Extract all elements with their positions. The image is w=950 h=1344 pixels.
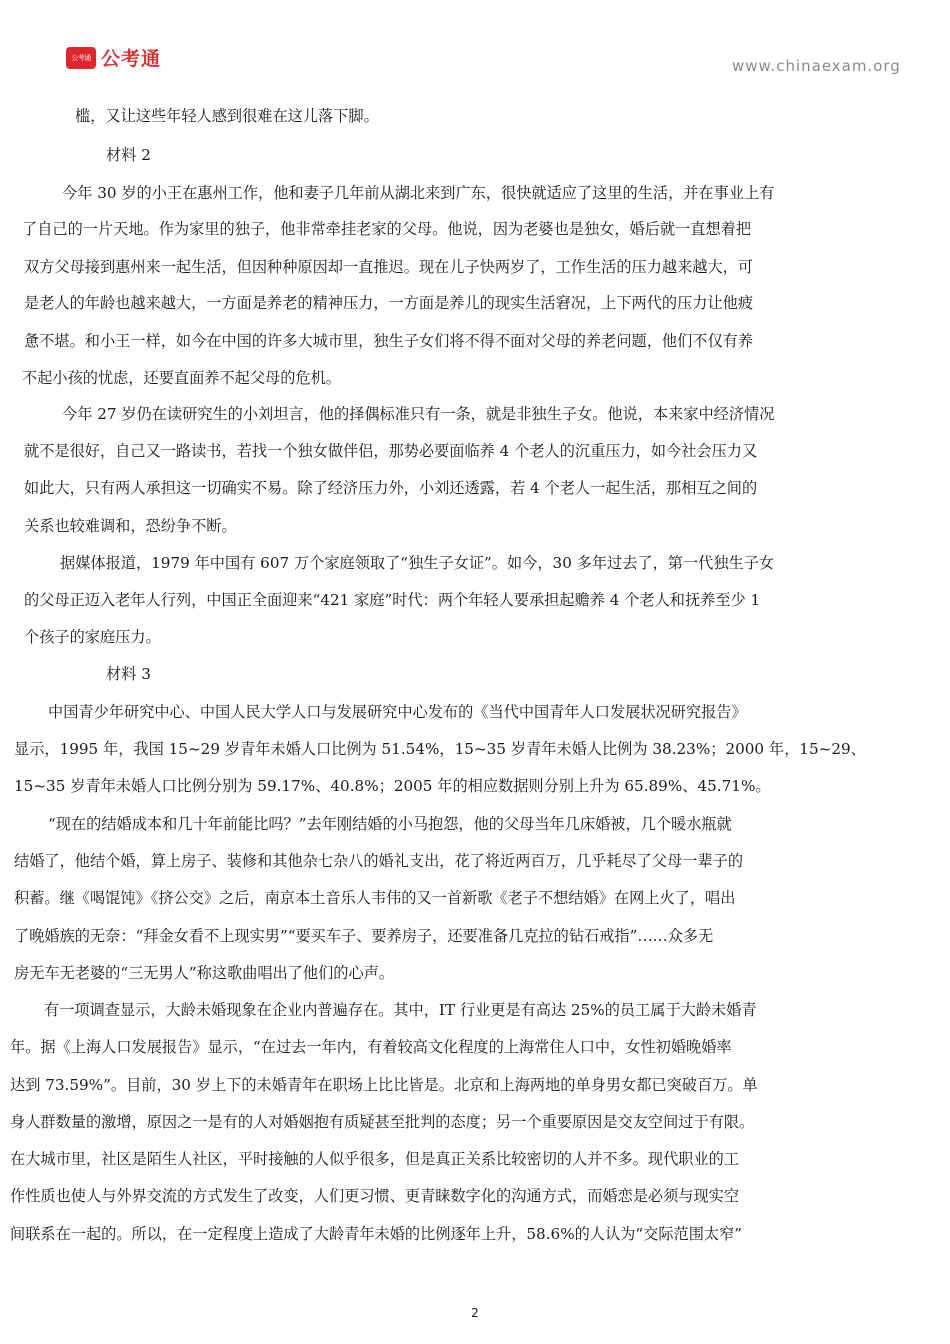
text-line: 如此大，只有两人承担这一切确实不易。除了经济压力外，小刘还透露，若 4 个老人一起生活，那相互之间的: [24, 479, 758, 497]
site-url: www.chinaexam.org: [732, 57, 901, 75]
text-line: 在大城市里，社区是陌生人社区，平时接触的人似乎很多，但是真正关系比较密切的人并不多。现代职业的工: [10, 1150, 739, 1168]
text-line: 显示，1995 年，我国 15~29 岁青年未婚人口比例为 51.54%，15~35 岁青年未婚人比例为 38.23%；2000 年，15~29、: [14, 740, 866, 758]
section-heading: 材料 3: [106, 665, 151, 683]
text-line: 15~35 岁青年未婚人口比例分别为 59.17%、40.8%；2005 年的相应数据则分别上升为 65.89%、45.71%。: [14, 777, 771, 795]
text-line: 年。据《上海人口发展报告》显示，“在过去一年内，有着较高文化程度的上海常住人口中，女性初婚晚婚率: [10, 1038, 732, 1056]
text-line: 个孩子的家庭压力。: [24, 628, 161, 646]
text-line: 中国青少年研究中心、中国人民大学人口与发展研究中心发布的《当代中国青年人口发展状况研究报告》: [48, 703, 747, 721]
text-line: 就不是很好，自己又一路读书，若找一个独女做伴侣，那势必要面临养 4 个老人的沉重压力，如今社会压力又: [24, 442, 758, 460]
text-line: 积蓄。继《喝馄饨》《挤公交》之后，南京本土音乐人韦伟的又一首新歌《老子不想结婚》在网上火了，唱出: [14, 889, 736, 907]
text-line: 槛，又让这些年轻人感到很难在这儿落下脚。: [75, 107, 379, 125]
text-line: 惫不堪。和小王一样，如今在中国的许多大城市里，独生子女们将不得不面对父母的养老问题，他们不仅有养: [24, 332, 753, 350]
page-number: 2: [471, 1306, 479, 1320]
text-line: 双方父母接到惠州来一起生活，但因种种原因却一直推迟。现在儿子快两岁了，工作生活的压力越来越大，可: [24, 258, 753, 276]
text-line: 的父母正迈入老年人行列，中国正全面迎来“421 家庭”时代：两个年轻人要承担起赡养 4 个老人和抚养至少 1: [24, 591, 761, 609]
text-line: 达到 73.59%”。目前，30 岁上下的未婚青年在职场上比比皆是。北京和上海两地的单身男女都已突破百万。单: [10, 1076, 758, 1094]
text-line: “现在的结婚成本和几十年前能比吗？”去年刚结婚的小马抱怨，他的父母当年几床婚被，几个暖水瓶就: [48, 815, 732, 833]
text-line: 是老人的年龄也越来越大，一方面是养老的精神压力，一方面是养儿的现实生活窘况，上下两代的压力让他疲: [24, 294, 753, 312]
text-line: 身人群数量的激增，原因之一是有的人对婚姻抱有质疑甚至批判的态度；另一个重要原因是交友空间过于有限。: [10, 1113, 755, 1131]
text-line: 了晚婚族的无奈：“拜金女看不上现实男”“要买车子、要养房子，还要准备几克拉的钻石戒指”……众多无: [14, 927, 714, 945]
brand-logo: [66, 44, 161, 71]
text-line: 今年 30 岁的小王在惠州工作，他和妻子几年前从湖北来到广东，很快就适应了这里的生活，并在事业上有: [62, 184, 775, 202]
text-line: 今年 27 岁仍在读研究生的小刘坦言，他的择偶标准只有一条，就是非独生子女。他说，本来家中经济情况: [62, 405, 775, 423]
logo-badge: 公考通: [66, 47, 96, 69]
text-line: 作性质也使人与外界交流的方式发生了改变，人们更习惯、更青睐数字化的沟通方式，而婚恋是必须与现实空: [10, 1187, 739, 1205]
text-line: 了自己的一片天地。作为家里的独子，他非常牵挂老家的父母。他说，因为老婆也是独女，婚后就一直想着把: [22, 220, 751, 238]
text-line: 不起小孩的忧虑，还要直面养不起父母的危机。: [22, 369, 341, 387]
text-line: 房无车无老婆的“三无男人”称这歌曲唱出了他们的心声。: [14, 964, 395, 982]
logo-text: 公考通: [101, 48, 162, 70]
text-line: 间联系在一起的。所以，在一定程度上造成了大龄青年未婚的比例逐年上升，58.6%的人认为“交际范围太窄”: [10, 1225, 743, 1243]
text-line: 结婚了，他结个婚，算上房子、装修和其他杂七杂八的婚礼支出，花了将近两百万，几乎耗尽了父母一辈子的: [14, 852, 743, 870]
text-line: 据媒体报道，1979 年中国有 607 万个家庭领取了“独生子女证”。如今，30 多年过去了，第一代独生子女: [60, 554, 775, 572]
text-line: 关系也较难调和，恐纷争不断。: [24, 517, 237, 535]
section-heading: 材料 2: [106, 146, 151, 164]
text-line: 有一项调查显示，大龄未婚现象在企业内普遍存在。其中，IT 行业更是有高达 25%的员工属于大龄未婚青: [44, 1001, 757, 1019]
